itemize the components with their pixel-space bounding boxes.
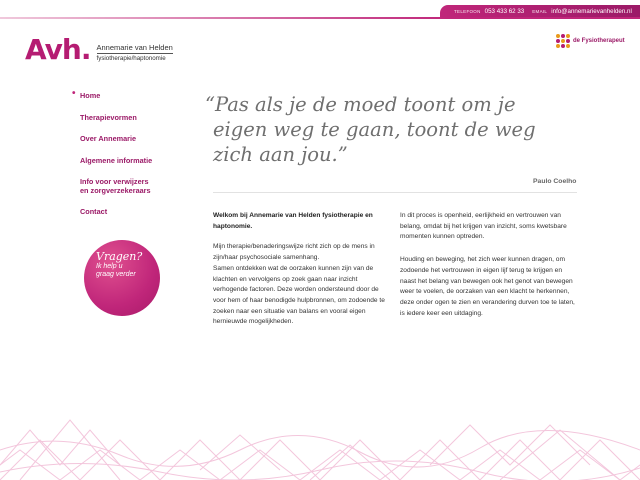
nav-item-algemene-informatie[interactable]: Algemene informatie (80, 155, 153, 165)
questions-title: Vragen? (96, 250, 143, 263)
nav-item-home[interactable]: • Home (80, 92, 170, 101)
partner-dots-icon (556, 34, 570, 48)
quote-line-2: eigen weg te gaan, toont de weg (213, 118, 536, 141)
nav-item-contact[interactable]: Contact (80, 207, 108, 216)
nav-item-therapievormen[interactable]: Therapievormen (80, 112, 137, 122)
logo-subtitle: fysiotherapie/haptonomie (97, 53, 173, 62)
nav-item-info-line2: en zorgverzekeraars (80, 185, 151, 195)
questions-bubble[interactable] (84, 240, 160, 316)
questions-line1: Ik help u (96, 263, 123, 270)
content-column-left (213, 211, 389, 338)
top-divider (0, 17, 640, 19)
quote-author: Paulo Coelho (533, 178, 577, 185)
phone-number[interactable]: 053 433 62 33 (484, 8, 525, 15)
partner-logo[interactable] (556, 34, 625, 48)
welcome-heading: Welkom bij Annemarie van Helden fysiotherapie en haptonomie. (213, 212, 373, 230)
decorative-pattern (0, 410, 640, 480)
quote-line-3: zich aan jou.” (213, 143, 348, 166)
email-label: EMAIL (532, 9, 548, 14)
nav-item-info-verwijzers[interactable] (80, 178, 170, 195)
partner-name: de Fysiotherapeut (573, 38, 625, 44)
site-logo[interactable] (25, 33, 173, 66)
paragraph: Houding en beweging, het zich weer kunnen dragen, om zodoende het vertrouwen in eigen lijf terug te krijgen en naast het belang van bewegen ook het genot van bewegen weer te voelen, de oorzaken van een klacht te herkennen, deze onder ogen te zien en verandering durven toe te laten, is iedere keer een uitdaging. (400, 256, 575, 317)
email-link[interactable]: info@annemarievanhelden.nl (551, 8, 632, 15)
quote-line-1: “Pas als je de moed toont om je (205, 93, 516, 116)
questions-line2: graag verder (96, 271, 136, 278)
nav-item-over-annemarie[interactable]: Over Annemarie (80, 134, 137, 143)
main-nav (80, 92, 170, 230)
logo-mark: Avh. (25, 33, 91, 66)
content-column-right (400, 211, 576, 329)
phone-label: TELEFOON (454, 9, 481, 14)
paragraph: In dit proces is openheid, eerlijkheid en vertrouwen van belang, omdat bij het krijgen van inzicht, soms kwetsbare momenten kunnen optreden. (400, 212, 567, 241)
paragraph: Mijn therapie/benaderingswijze richt zich op de mens in zijn/haar psychosociale samenhang. (213, 243, 375, 262)
quote-block (205, 92, 585, 185)
paragraph: Samen ontdekken wat de oorzaken kunnen zijn van de klachten en vervolgens op zoek gaan naar inzicht verhogende factoren. Deze worden ondersteund door de voor hem of haar benodigde hulpbronnen, om zodoende te zoeken naar een situatie van balans en vooral eigen hernieuwde mogelijkheden. (213, 264, 385, 326)
nav-item-info-line1: Info voor verwijzers (80, 177, 149, 186)
quote-text (205, 92, 585, 167)
quote-divider (213, 192, 577, 193)
logo-name: Annemarie van Helden (96, 43, 173, 52)
